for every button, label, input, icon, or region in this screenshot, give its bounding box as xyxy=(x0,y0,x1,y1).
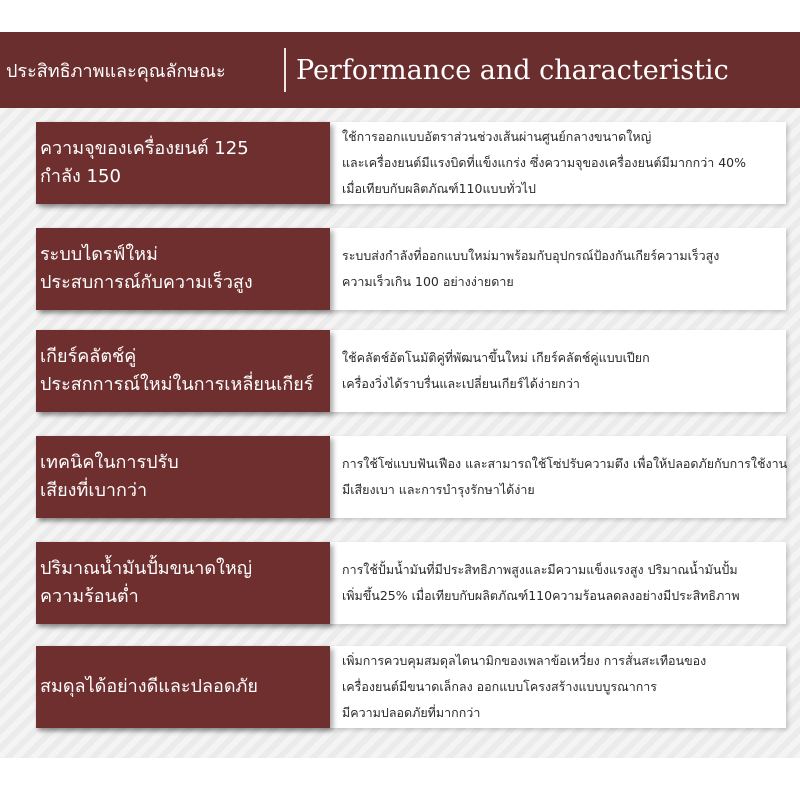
feature-row-noise xyxy=(0,436,800,518)
label-line: เกียร์คลัตช์คู่ xyxy=(40,346,137,367)
description-line: เพิ่มการควบคุมสมดุลไดนามิกของเพลาข้อเหวี่ยง การสั่นสะเทือนของ xyxy=(342,653,707,668)
feature-description xyxy=(336,542,786,624)
feature-row-oil-pump xyxy=(0,542,800,624)
header-banner xyxy=(0,32,800,108)
feature-row-drive xyxy=(0,228,800,310)
label-line: เสียงที่เบากว่า xyxy=(40,480,148,501)
label-line: ความจุของเครื่องยนต์ 125 xyxy=(40,138,249,159)
description-line: และเครื่องยนต์มีแรงบิดที่แข็งแกร่ง ซึ่งความจุของเครื่องยนต์มีมากกว่า 40% xyxy=(342,155,746,170)
description-line: มีเสียงเบา และการบำรุงรักษาได้ง่าย xyxy=(342,482,535,497)
label-line: เทคนิคในการปรับ xyxy=(40,452,179,473)
feature-row-engine xyxy=(0,122,800,204)
label-line: ปริมาณน้ำมันปั้มขนาดใหญ่ xyxy=(40,558,253,579)
description-line: การใช้โซ่แบบฟันเฟือง และสามารถใช้โซ่ปรับความตึง เพื่อให้ปลอดภัยกับการใช้งาน xyxy=(342,456,788,471)
feature-row-balance xyxy=(0,646,800,728)
bottom-margin xyxy=(0,758,800,800)
description-line: เพิ่มขึ้น25% เมื่อเทียบกับผลิตภัณฑ์110ความร้อนลดลงอย่างมีประสิทธิภาพ xyxy=(342,588,740,603)
feature-description xyxy=(336,436,786,518)
description-line: การใช้ปั้มน้ำมันที่มีประสิทธิภาพสูงและมีความแข็งแรงสูง ปริมาณน้ำมันปั้ม xyxy=(342,562,738,577)
feature-description xyxy=(336,330,786,412)
label-line: สมดุลได้อย่างดีและปลอดภัย xyxy=(40,676,258,697)
label-line: ความร้อนต่ำ xyxy=(40,586,139,607)
label-line: ระบบไดรฟ์ใหม่ xyxy=(40,244,158,265)
feature-label xyxy=(36,228,330,310)
feature-label xyxy=(36,542,330,624)
label-line: ประสกการณ์ใหม่ในการเหลี่ยนเกียร์ xyxy=(40,374,314,395)
feature-description xyxy=(336,646,786,728)
header-title-thai: ประสิทธิภาพและคุณลักษณะ xyxy=(6,60,226,82)
feature-label xyxy=(36,122,330,204)
label-line: ประสบการณ์กับความเร็วสูง xyxy=(40,272,253,293)
feature-description xyxy=(336,228,786,310)
description-line: ใช้การออกแบบอัตราส่วนช่วงเส้นผ่านศูนย์กลางขนาดใหญ่ xyxy=(342,129,652,144)
feature-row-clutch xyxy=(0,330,800,412)
description-line: ความเร็วเกิน 100 อย่างง่ายดาย xyxy=(342,274,514,289)
description-line: มีความปลอดภัยที่มากกว่า xyxy=(342,705,481,720)
feature-label xyxy=(36,646,330,728)
description-line: เมื่อเทียบกับผลิตภัณฑ์110แบบทั่วไป xyxy=(342,181,536,196)
feature-label xyxy=(36,330,330,412)
description-line: เครื่องวิ่งได้ราบรื่นและเปลี่ยนเกียร์ได้ง่ายกว่า xyxy=(342,376,580,391)
label-line: กำลัง 150 xyxy=(40,166,121,187)
feature-description xyxy=(336,122,786,204)
description-line: ใช้คลัตช์อัตโนมัติคู่ที่พัฒนาขึ้นใหม่ เกียร์คลัตช์คู่แบบเปียก xyxy=(342,350,650,365)
description-line: ระบบส่งกำลังที่ออกแบบใหม่มาพร้อมกับอุปกรณ์ป้องกันเกียร์ความเร็วสูง xyxy=(342,248,720,263)
feature-label xyxy=(36,436,330,518)
description-line: เครื่องยนต์มีขนาดเล็กลง ออกแบบโครงสร้างแบบบูรณาการ xyxy=(342,679,658,694)
header-title-english: Performance and characteristic xyxy=(296,54,729,86)
